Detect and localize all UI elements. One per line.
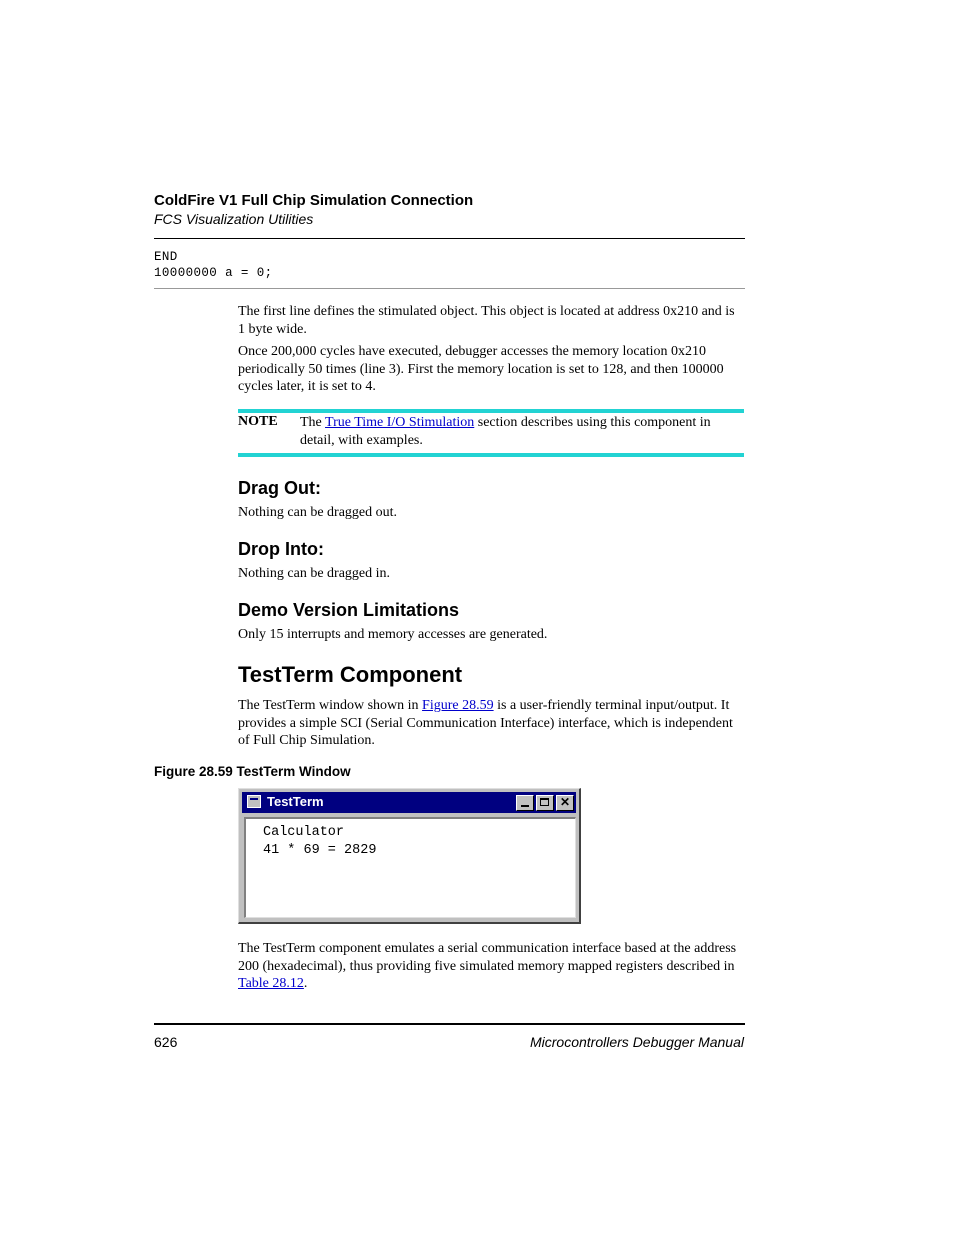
true-time-io-link[interactable]: True Time I/O Stimulation [325,415,475,430]
note-top-bar [238,409,744,413]
running-header-title: ColdFire V1 Full Chip Simulation Connection [154,192,474,209]
code-line-2: 10000000 a = 0; [154,266,273,280]
testterm-description [238,697,744,750]
terminal-line-2: 41 * 69 = 2829 [263,843,377,858]
demo-limitations-heading: Demo Version Limitations [238,600,460,620]
testterm-window-title: TestTerm [267,794,324,809]
table-28-12-link[interactable]: Table 28.12 [238,976,304,991]
footer-rule [154,1023,745,1025]
closing-paragraph-pre: The TestTerm component emulates a serial communication interface based at the address 200 (hexadecimal), thus providing five simulated memory mapped registers described in [238,941,737,974]
note-text [300,414,744,449]
code-rule [154,288,745,289]
note-text-post: section describes using this component in detail, with examples. [300,415,711,448]
note-bottom-bar [238,453,744,457]
paragraph-cycles: Once 200,000 cycles have executed, debugger accesses the memory location 0x210 periodically 50 times (line 3). First the memory location is set to 128, and then 100000 cycles later, it is set to 4. [238,344,724,394]
manual-title: Microcontrollers Debugger Manual [530,1034,744,1050]
note-label: NOTE [238,414,278,429]
close-button[interactable] [556,795,574,811]
figure-28-59-link[interactable]: Figure 28.59 [422,698,494,713]
drag-out-heading: Drag Out: [238,478,321,498]
testterm-window [238,788,581,924]
drop-into-text: Nothing can be dragged in. [238,566,391,581]
minimize-button[interactable] [516,795,534,811]
code-line-1: END [154,250,178,264]
page-number: 626 [154,1034,178,1050]
demo-limitations-text: Only 15 interrupts and memory accesses are generated. [238,627,548,642]
testterm-titlebar[interactable] [242,792,576,813]
close-icon: ✕ [559,795,571,809]
drop-into-heading: Drop Into: [238,539,324,559]
terminal-output-area[interactable] [244,817,576,918]
testterm-description-pre: The TestTerm window shown in [238,698,423,713]
note-text-pre: The [300,415,326,430]
drag-out-text: Nothing can be dragged out. [238,505,398,520]
figure-caption: Figure 28.59 TestTerm Window [154,764,351,779]
testterm-description-post: is a user-friendly terminal input/output. It provides a simple SCI (Serial Communication Interface) interface, which is independent of Full Chip Simulation. [238,698,733,748]
terminal-line-1: Calculator [263,825,345,840]
closing-paragraph [238,940,744,993]
testterm-component-heading: TestTerm Component [238,662,463,687]
header-rule [154,238,745,239]
paragraph-stimulated-object: The first line defines the stimulated object. This object is located at address 0x210 and is 1 byte wide. [238,304,735,337]
running-header-subtitle: FCS Visualization Utilities [154,211,314,227]
maximize-button[interactable] [536,795,554,811]
closing-paragraph-post: . [303,976,308,991]
window-menu-icon[interactable] [247,795,261,808]
